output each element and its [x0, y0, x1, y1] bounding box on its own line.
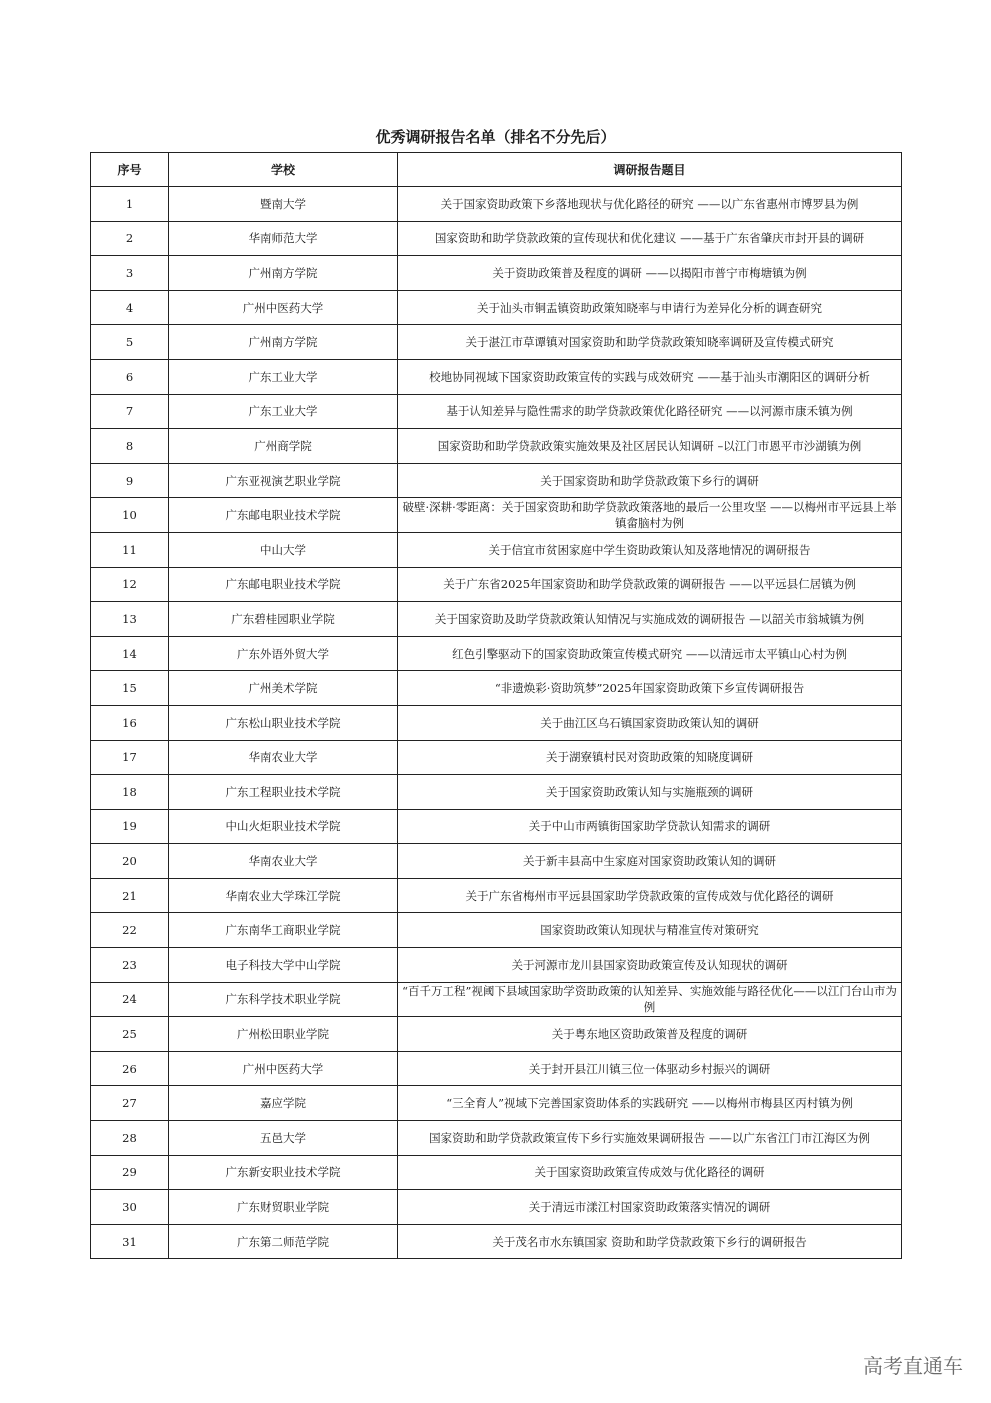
row-school: 暨南大学	[169, 187, 398, 222]
row-index: 20	[91, 844, 169, 879]
row-report-title: “三全育人”视域下完善国家资助体系的实践研究 ——以梅州市梅县区丙村镇为例	[398, 1086, 902, 1121]
table-row	[91, 187, 902, 222]
row-index: 8	[91, 429, 169, 464]
row-school: 电子科技大学中山学院	[169, 948, 398, 983]
row-report-title: 国家资助和助学贷款政策实施效果及社区居民认知调研 –以江门市恩平市沙湖镇为例	[398, 429, 902, 464]
table-row	[91, 602, 902, 637]
row-report-title: 关于国家资助政策宣传成效与优化路径的调研	[398, 1155, 902, 1190]
row-report-title: 国家资助政策认知现状与精准宣传对策研究	[398, 913, 902, 948]
row-school: 中山大学	[169, 532, 398, 567]
row-school: 广东亚视演艺职业学院	[169, 463, 398, 498]
table-row	[91, 359, 902, 394]
table-row	[91, 775, 902, 810]
row-index: 31	[91, 1224, 169, 1259]
row-index: 28	[91, 1121, 169, 1156]
table-row	[91, 463, 902, 498]
table-row	[91, 1051, 902, 1086]
row-school: 五邑大学	[169, 1121, 398, 1156]
row-school: 广州中医药大学	[169, 290, 398, 325]
row-index: 5	[91, 325, 169, 360]
table-row	[91, 1086, 902, 1121]
row-index: 6	[91, 359, 169, 394]
row-report-title: 关于清远市漾江村国家资助政策落实情况的调研	[398, 1190, 902, 1225]
row-school: 广东新安职业技术学院	[169, 1155, 398, 1190]
table-row	[91, 671, 902, 706]
document-title: 优秀调研报告名单（排名不分先后）	[375, 128, 616, 146]
row-index: 24	[91, 982, 169, 1017]
row-school: 广州商学院	[169, 429, 398, 464]
row-school: 广东外语外贸大学	[169, 636, 398, 671]
row-school: 广东科学技术职业学院	[169, 982, 398, 1017]
row-index: 10	[91, 498, 169, 533]
row-report-title: 关于广东省2025年国家资助和助学贷款政策的调研报告 ——以平远县仁居镇为例	[398, 567, 902, 602]
row-school: 广州南方学院	[169, 256, 398, 291]
table-row	[91, 290, 902, 325]
row-report-title: 关于资助政策普及程度的调研 ——以揭阳市普宁市梅塘镇为例	[398, 256, 902, 291]
row-school: 广州松田职业学院	[169, 1017, 398, 1052]
row-report-title: 关于汕头市铜盂镇资助政策知晓率与申请行为差异化分析的调查研究	[398, 290, 902, 325]
table-row	[91, 1155, 902, 1190]
table-row	[91, 221, 902, 256]
row-school: 广东邮电职业技术学院	[169, 498, 398, 533]
row-index: 12	[91, 567, 169, 602]
row-index: 3	[91, 256, 169, 291]
row-index: 23	[91, 948, 169, 983]
row-report-title: 关于曲江区乌石镇国家资助政策认知的调研	[398, 705, 902, 740]
row-index: 13	[91, 602, 169, 637]
row-school: 广东南华工商职业学院	[169, 913, 398, 948]
row-index: 7	[91, 394, 169, 429]
table-row	[91, 844, 902, 879]
row-report-title: 关于粤东地区资助政策普及程度的调研	[398, 1017, 902, 1052]
row-index: 16	[91, 705, 169, 740]
row-school: 广州南方学院	[169, 325, 398, 360]
row-school: 广东工业大学	[169, 394, 398, 429]
table-row	[91, 1017, 902, 1052]
row-report-title: 红色引擎驱动下的国家资助政策宣传模式研究 ——以清远市太平镇山心村为例	[398, 636, 902, 671]
row-report-title: 关于信宜市贫困家庭中学生资助政策认知及落地情况的调研报告	[398, 532, 902, 567]
row-report-title: 关于河源市龙川县国家资助政策宣传及认知现状的调研	[398, 948, 902, 983]
table-row	[91, 1224, 902, 1259]
row-report-title: 关于封开县江川镇三位一体驱动乡村振兴的调研	[398, 1051, 902, 1086]
row-index: 22	[91, 913, 169, 948]
report-list-table	[90, 152, 902, 1259]
watermark: 高考直通车	[863, 1354, 963, 1378]
row-index: 1	[91, 187, 169, 222]
row-report-title: 国家资助和助学贷款政策的宣传现状和优化建议 ——基于广东省肇庆市封开县的调研	[398, 221, 902, 256]
row-school: 华南农业大学珠江学院	[169, 878, 398, 913]
table-row	[91, 636, 902, 671]
row-school: 华南农业大学	[169, 740, 398, 775]
header-school: 学校	[169, 153, 398, 187]
table-row	[91, 394, 902, 429]
row-report-title: 校地协同视域下国家资助政策宣传的实践与成效研究 ——基于汕头市潮阳区的调研分析	[398, 359, 902, 394]
row-report-title: 关于湛江市草谭镇对国家资助和助学贷款政策知晓率调研及宣传模式研究	[398, 325, 902, 360]
row-report-title: 基于认知差异与隐性需求的助学贷款政策优化路径研究 ——以河源市康禾镇为例	[398, 394, 902, 429]
row-school: 广东第二师范学院	[169, 1224, 398, 1259]
table-row	[91, 878, 902, 913]
row-report-title: 国家资助和助学贷款政策宣传下乡行实施效果调研报告 ——以广东省江门市江海区为例	[398, 1121, 902, 1156]
row-report-title: 关于中山市两镇街国家助学贷款认知需求的调研	[398, 809, 902, 844]
table-row	[91, 913, 902, 948]
row-school: 嘉应学院	[169, 1086, 398, 1121]
row-school: 广东碧桂园职业学院	[169, 602, 398, 637]
row-school: 广东财贸职业学院	[169, 1190, 398, 1225]
table-row	[91, 532, 902, 567]
row-school: 广东松山职业技术学院	[169, 705, 398, 740]
table-row	[91, 809, 902, 844]
row-index: 27	[91, 1086, 169, 1121]
table-row	[91, 325, 902, 360]
table-row	[91, 429, 902, 464]
row-school: 广州美术学院	[169, 671, 398, 706]
row-index: 15	[91, 671, 169, 706]
row-report-title: 关于广东省梅州市平远县国家助学贷款政策的宣传成效与优化路径的调研	[398, 878, 902, 913]
row-school: 中山火炬职业技术学院	[169, 809, 398, 844]
row-index: 4	[91, 290, 169, 325]
row-report-title: “非遗焕彩·资助筑梦”2025年国家资助政策下乡宣传调研报告	[398, 671, 902, 706]
row-report-title: 关于国家资助政策认知与实施瓶颈的调研	[398, 775, 902, 810]
table-body	[91, 187, 902, 1259]
row-index: 19	[91, 809, 169, 844]
row-report-title: “百千万工程”视阈下县域国家助学资助政策的认知差异、实施效能与路径优化——以江门台山市为例	[398, 982, 902, 1017]
row-report-title: 关于新丰县高中生家庭对国家资助政策认知的调研	[398, 844, 902, 879]
header-index: 序号	[91, 153, 169, 187]
row-index: 25	[91, 1017, 169, 1052]
row-school: 广州中医药大学	[169, 1051, 398, 1086]
header-report-title: 调研报告题目	[398, 153, 902, 187]
table-row	[91, 948, 902, 983]
row-report-title: 关于茂名市水东镇国家 资助和助学贷款政策下乡行的调研报告	[398, 1224, 902, 1259]
row-school: 华南师范大学	[169, 221, 398, 256]
row-report-title: 关于国家资助和助学贷款政策下乡行的调研	[398, 463, 902, 498]
table-row	[91, 256, 902, 291]
row-index: 9	[91, 463, 169, 498]
row-index: 21	[91, 878, 169, 913]
table-row	[91, 1190, 902, 1225]
row-report-title: 关于国家资助政策下乡落地现状与优化路径的研究 ——以广东省惠州市博罗县为例	[398, 187, 902, 222]
row-report-title: 破壁·深耕·零距离：关于国家资助和助学贷款政策落地的最后一公里攻坚 ——以梅州市平远县上举镇畲脑村为例	[398, 498, 902, 533]
table-row	[91, 982, 902, 1017]
row-index: 17	[91, 740, 169, 775]
row-school: 广东工程职业技术学院	[169, 775, 398, 810]
row-index: 14	[91, 636, 169, 671]
table-row	[91, 1121, 902, 1156]
row-school: 广东工业大学	[169, 359, 398, 394]
row-index: 29	[91, 1155, 169, 1190]
row-index: 26	[91, 1051, 169, 1086]
table-row	[91, 705, 902, 740]
table-row	[91, 567, 902, 602]
row-index: 30	[91, 1190, 169, 1225]
row-school: 广东邮电职业技术学院	[169, 567, 398, 602]
table-row	[91, 498, 902, 533]
row-report-title: 关于湖寮镇村民对资助政策的知晓度调研	[398, 740, 902, 775]
row-index: 11	[91, 532, 169, 567]
row-index: 2	[91, 221, 169, 256]
table-header-row	[91, 153, 902, 187]
table-row	[91, 740, 902, 775]
row-school: 华南农业大学	[169, 844, 398, 879]
row-report-title: 关于国家资助及助学贷款政策认知情况与实施成效的调研报告 —以韶关市翁城镇为例	[398, 602, 902, 637]
row-index: 18	[91, 775, 169, 810]
